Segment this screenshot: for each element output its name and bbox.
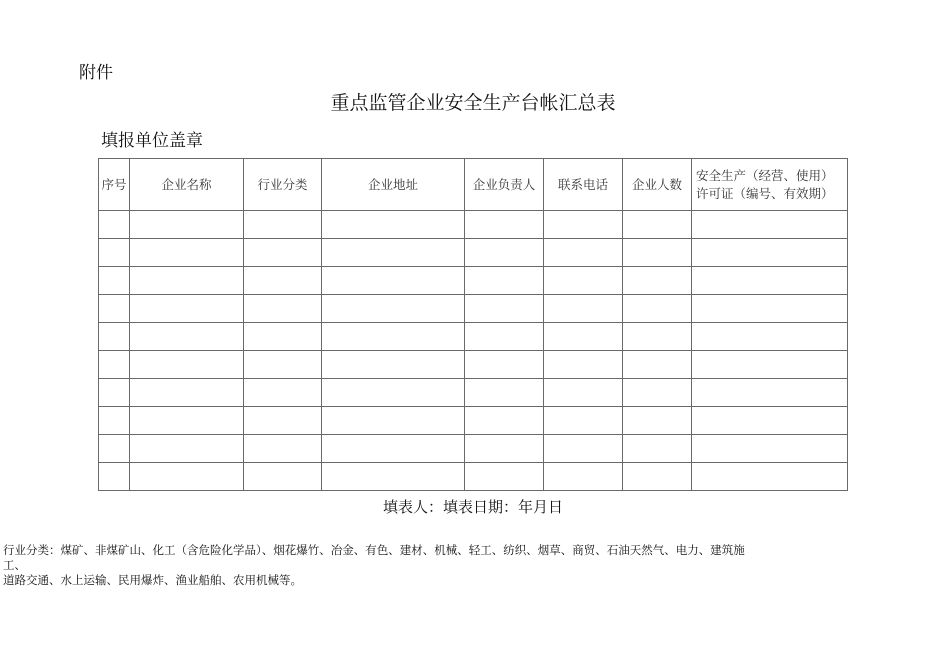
- table-row: [99, 267, 848, 295]
- table-cell: [130, 267, 244, 295]
- table-cell: [244, 323, 322, 351]
- table-cell: [544, 323, 623, 351]
- table-cell: [623, 407, 692, 435]
- table-cell: [130, 295, 244, 323]
- table-cell: [623, 379, 692, 407]
- table-cell: [465, 267, 544, 295]
- table-cell: [465, 351, 544, 379]
- note-line: 道路交通、水上运输、民用爆炸、渔业船舶、农用机械等。: [3, 573, 302, 587]
- table-body: [99, 211, 848, 491]
- attachment-label: 附件: [79, 63, 113, 83]
- table-cell: [692, 267, 848, 295]
- table-cell: [692, 435, 848, 463]
- table-cell: [130, 407, 244, 435]
- table-cell: [465, 407, 544, 435]
- table-cell: [544, 239, 623, 267]
- table-cell: [244, 267, 322, 295]
- table-cell: [99, 407, 130, 435]
- table-cell: [544, 351, 623, 379]
- header-address: 企业地址: [322, 159, 465, 211]
- table-cell: [623, 211, 692, 239]
- table-row: [99, 323, 848, 351]
- table-cell: [244, 379, 322, 407]
- industry-notes: [3, 543, 803, 588]
- table-row: [99, 239, 848, 267]
- table-cell: [544, 295, 623, 323]
- table-cell: [544, 211, 623, 239]
- table-cell: [623, 323, 692, 351]
- table-cell: [244, 435, 322, 463]
- table-cell: [692, 323, 848, 351]
- table-cell: [322, 463, 465, 491]
- table-cell: [465, 379, 544, 407]
- table-cell: [99, 435, 130, 463]
- table-cell: [623, 463, 692, 491]
- header-phone: 联系电话: [544, 159, 623, 211]
- table-row: [99, 435, 848, 463]
- table-cell: [130, 351, 244, 379]
- table-cell: [692, 295, 848, 323]
- table-cell: [465, 211, 544, 239]
- table-cell: [623, 351, 692, 379]
- table-cell: [544, 435, 623, 463]
- header-headcount: 企业人数: [623, 159, 692, 211]
- table-cell: [130, 379, 244, 407]
- table-cell: [322, 267, 465, 295]
- table-cell: [322, 435, 465, 463]
- table-cell: [322, 379, 465, 407]
- table-cell: [99, 211, 130, 239]
- note-line: 工、: [3, 558, 26, 572]
- header-company-name: 企业名称: [130, 159, 244, 211]
- table-cell: [322, 211, 465, 239]
- signature-line: 填表人：填表日期：年月日: [382, 498, 563, 516]
- table-row: [99, 379, 848, 407]
- table-cell: [244, 239, 322, 267]
- table-cell: [130, 463, 244, 491]
- table-cell: [322, 323, 465, 351]
- table-cell: [623, 239, 692, 267]
- table-cell: [99, 463, 130, 491]
- table-cell: [99, 295, 130, 323]
- table-cell: [99, 239, 130, 267]
- table-cell: [465, 435, 544, 463]
- table-row: [99, 211, 848, 239]
- table-cell: [130, 323, 244, 351]
- table-cell: [692, 211, 848, 239]
- table-cell: [244, 351, 322, 379]
- table-row: [99, 295, 848, 323]
- table-cell: [244, 295, 322, 323]
- table-cell: [130, 435, 244, 463]
- table-cell: [623, 295, 692, 323]
- table-cell: [544, 407, 623, 435]
- table-cell: [465, 323, 544, 351]
- table-header-row: [99, 159, 848, 211]
- ledger-table: [98, 158, 848, 491]
- table-cell: [623, 267, 692, 295]
- header-seq: 序号: [99, 159, 130, 211]
- table-cell: [465, 295, 544, 323]
- table-cell: [99, 323, 130, 351]
- unit-stamp-label: 填报单位盖章: [101, 131, 203, 151]
- table-cell: [465, 239, 544, 267]
- table-row: [99, 463, 848, 491]
- table-row: [99, 407, 848, 435]
- table-cell: [99, 379, 130, 407]
- table-cell: [130, 211, 244, 239]
- table-cell: [322, 407, 465, 435]
- table-cell: [544, 463, 623, 491]
- note-line: 行业分类：煤矿、非煤矿山、化工（含危险化学品）、烟花爆竹、冶金、有色、建材、机械、轻工、纺织、烟草、商贸、石油天然气、电力、建筑施: [3, 543, 745, 557]
- table-cell: [544, 267, 623, 295]
- table-cell: [692, 463, 848, 491]
- table-cell: [99, 351, 130, 379]
- table-cell: [244, 211, 322, 239]
- table-cell: [244, 407, 322, 435]
- table-cell: [465, 463, 544, 491]
- page-title: 重点监管企业安全生产台帐汇总表: [330, 92, 616, 114]
- header-responsible-person: 企业负责人: [465, 159, 544, 211]
- table-cell: [544, 379, 623, 407]
- table-cell: [322, 239, 465, 267]
- table-cell: [692, 351, 848, 379]
- table-cell: [130, 239, 244, 267]
- table-cell: [623, 435, 692, 463]
- header-license: 安全生产（经营、使用）许可证（编号、有效期）: [692, 159, 848, 211]
- table-cell: [244, 463, 322, 491]
- table-cell: [322, 351, 465, 379]
- table-cell: [322, 295, 465, 323]
- table-cell: [99, 267, 130, 295]
- table-cell: [692, 379, 848, 407]
- table-row: [99, 351, 848, 379]
- table-cell: [692, 407, 848, 435]
- table-cell: [692, 239, 848, 267]
- header-industry: 行业分类: [244, 159, 322, 211]
